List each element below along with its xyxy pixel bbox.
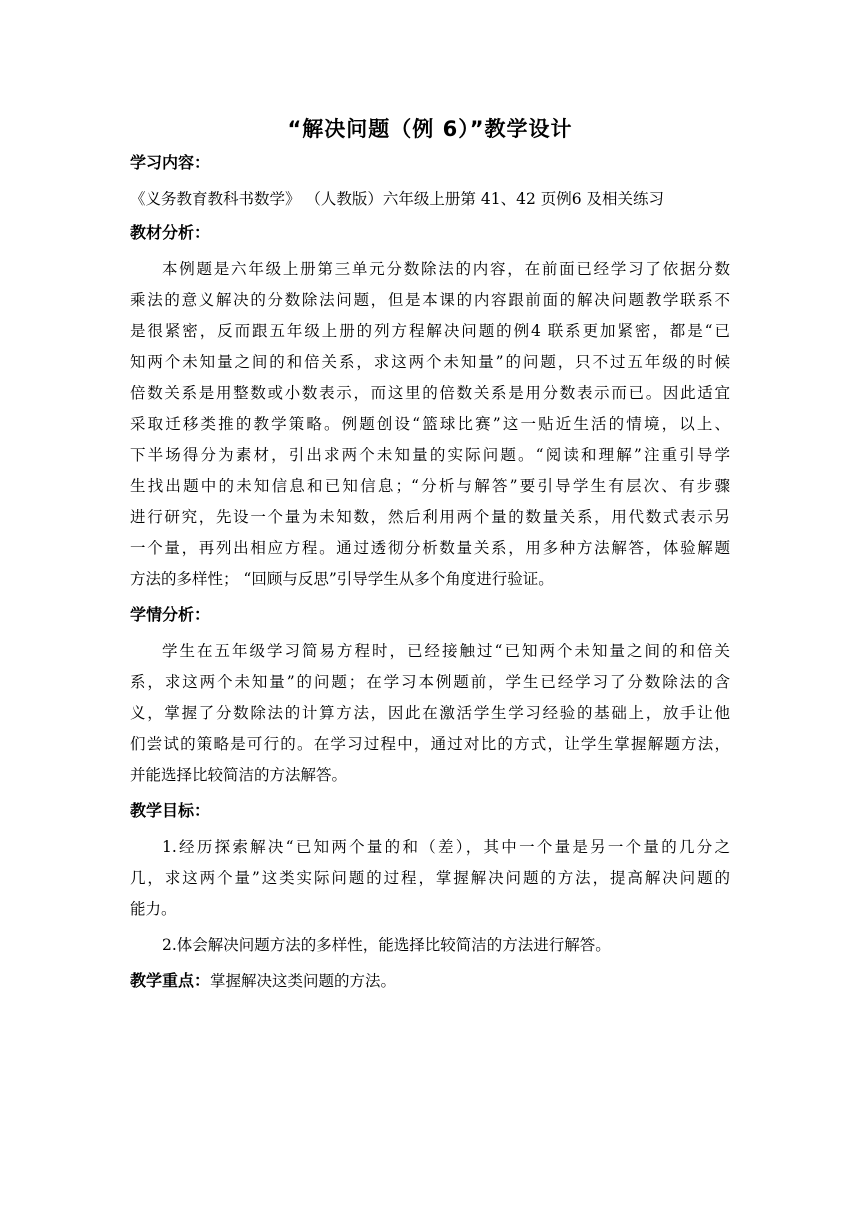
learner-analysis-line: 系，求这两个未知量”的问题；在学习本例题前，学生已经学习了分数除法的含 — [130, 673, 730, 691]
textbook-analysis-line: 进行研究，先设一个量为未知数，然后利用两个量的数量关系，用代数式表示另 — [130, 508, 730, 526]
textbook-analysis-line: 下半场得分为素材，引出求两个未知量的实际问题。“阅读和理解”注重引导学 — [130, 446, 730, 464]
learner-analysis-heading: 学情分析： — [130, 605, 211, 624]
teaching-goal-line: 能力。 — [130, 900, 177, 918]
textbook-analysis-line: 本例题是六年级上册第三单元分数除法的内容，在前面已经学习了依据分数 — [162, 260, 730, 278]
teaching-focus-text: 掌握解决这类问题的方法。 — [210, 972, 397, 990]
textbook-analysis-line: 乘法的意义解决的分数除法问题，但是本课的内容跟前面的解决问题教学联系不 — [130, 291, 730, 309]
teaching-goal-line: 几，求这两个量”这类实际问题的过程，掌握解决问题的方法，提高解决问题的 — [130, 869, 730, 887]
learner-analysis-line: 义，掌握了分数除法的计算方法，因此在激活学生学习经验的基础上，放手让他 — [130, 704, 730, 722]
textbook-analysis-line: 知两个未知量之间的和倍关系，求这两个未知量”的问题，只不过五年级的时候 — [130, 353, 730, 371]
textbook-analysis-line: 方法的多样性； “回顾与反思”引导学生从多个角度进行验证。 — [130, 570, 554, 588]
textbook-analysis-line: 生找出题中的未知信息和已知信息；“分析与解答”要引导学生有层次、有步骤 — [130, 477, 730, 495]
teaching-focus-line — [130, 970, 396, 992]
learner-analysis-line: 并能选择比较简洁的方法解答。 — [130, 766, 348, 784]
textbook-analysis-line: 一个量，再列出相应方程。通过透彻分析数量关系，用多种方法解答，体验解题 — [130, 539, 730, 557]
teaching-goals-heading: 教学目标： — [130, 801, 211, 820]
textbook-analysis-line: 倍数关系是用整数或小数表示，而这里的倍数关系是用分数表示而已。因此适宜 — [130, 384, 730, 402]
textbook-analysis-heading: 教材分析： — [130, 223, 211, 242]
document-title: “解决问题（例 6）”教学设计 — [287, 117, 573, 141]
teaching-focus-heading: 教学重点： — [130, 971, 211, 990]
learner-analysis-line: 学生在五年级学习简易方程时，已经接触过“已知两个未知量之间的和倍关 — [162, 642, 730, 660]
textbook-analysis-line: 是很紧密，反而跟五年级上册的列方程解决问题的例4 联系更加紧密，都是“已 — [130, 322, 730, 340]
textbook-analysis-line: 采取迁移类推的教学策略。例题创设“篮球比赛”这一贴近生活的情境，以上、 — [130, 415, 730, 433]
learner-analysis-line: 们尝试的策略是可行的。在学习过程中，通过对比的方式，让学生掌握解题方法， — [130, 735, 730, 753]
teaching-goal-line: 2.体会解决问题方法的多样性，能选择比较简洁的方法进行解答。 — [162, 936, 611, 954]
learning-content-heading: 学习内容： — [130, 153, 211, 172]
learning-content-text: 《义务教育教科书数学》 （人教版）六年级上册第 41、42 页例6 及相关练习 — [130, 190, 665, 208]
teaching-goal-line: 1.经历探索解决“已知两个量的和（差），其中一个量是另一个量的几分之 — [162, 838, 730, 856]
